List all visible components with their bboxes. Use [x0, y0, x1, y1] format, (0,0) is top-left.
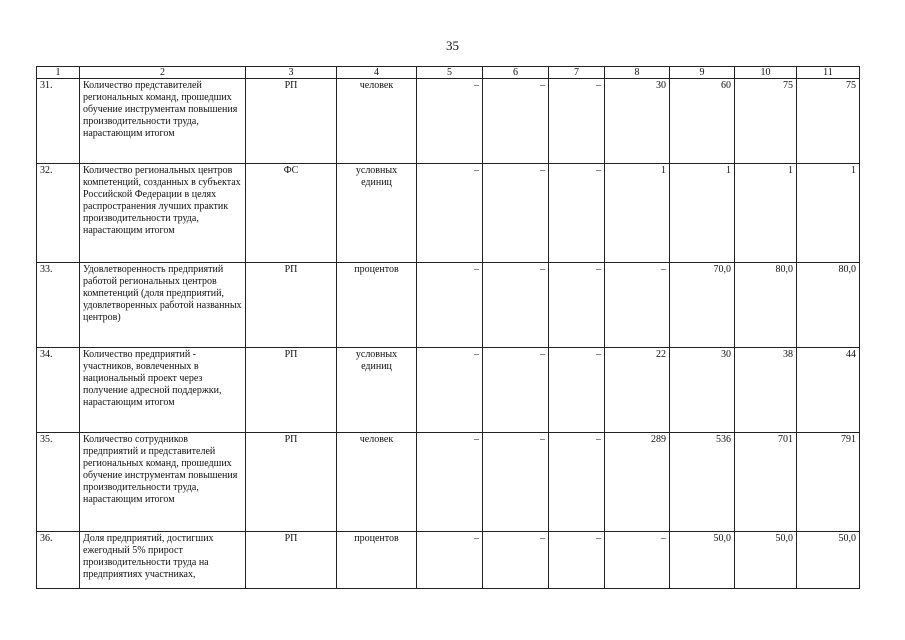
value-cell: 60 — [670, 79, 735, 164]
value-cell: – — [605, 263, 670, 348]
value-cell: 70,0 — [670, 263, 735, 348]
value-cell: – — [605, 532, 670, 589]
value-cell: 80,0 — [797, 263, 860, 348]
table-row — [37, 79, 860, 164]
row-number: 33. — [37, 263, 80, 348]
indicators-table — [36, 66, 860, 589]
row-number: 34. — [37, 348, 80, 433]
row-number: 31. — [37, 79, 80, 164]
value-cell: – — [417, 433, 483, 532]
indicator-name: Количество представителей региональных команд, прошедших обучение инструментам повышения производительности труда, нарастающим итогом — [80, 79, 246, 164]
value-cell: – — [417, 79, 483, 164]
value-cell: 791 — [797, 433, 860, 532]
value-cell: 44 — [797, 348, 860, 433]
value-cell: 75 — [797, 79, 860, 164]
source-cell: ФС — [246, 164, 337, 263]
header-row — [37, 67, 860, 79]
page-number: 35 — [446, 38, 459, 53]
value-cell: 50,0 — [670, 532, 735, 589]
header-cell: 2 — [80, 67, 246, 79]
value-cell: – — [483, 532, 549, 589]
value-cell: – — [483, 79, 549, 164]
row-number: 36. — [37, 532, 80, 589]
header-cell: 9 — [670, 67, 735, 79]
indicator-name: Количество региональных центров компетенций, созданных в субъектах Российской Федерации в целях распространения лучших практик производительности труда, нарастающим итогом — [80, 164, 246, 263]
value-cell: 75 — [735, 79, 797, 164]
unit-cell: условных единиц — [337, 348, 417, 433]
value-cell: – — [483, 433, 549, 532]
indicator-name: Доля предприятий, достигших ежегодный 5% прирост производительности труда на предприятиях участниках, — [80, 532, 246, 589]
value-cell: 50,0 — [735, 532, 797, 589]
value-cell: – — [417, 348, 483, 433]
value-cell: – — [483, 164, 549, 263]
source-cell: РП — [246, 433, 337, 532]
source-cell: РП — [246, 532, 337, 589]
value-cell: 701 — [735, 433, 797, 532]
source-cell: РП — [246, 79, 337, 164]
unit-cell: человек — [337, 433, 417, 532]
header-cell: 4 — [337, 67, 417, 79]
value-cell: – — [549, 164, 605, 263]
table-row — [37, 532, 860, 589]
table-row — [37, 433, 860, 532]
unit-cell: условных единиц — [337, 164, 417, 263]
value-cell: – — [549, 532, 605, 589]
value-cell: – — [417, 164, 483, 263]
value-cell: – — [549, 263, 605, 348]
value-cell: – — [417, 263, 483, 348]
indicator-name: Удовлетворенность предприятий работой региональных центров компетенций (доля предприятий, удовлетворенных работой названных центров) — [80, 263, 246, 348]
header-cell: 3 — [246, 67, 337, 79]
table-row — [37, 348, 860, 433]
value-cell: 30 — [605, 79, 670, 164]
row-number: 35. — [37, 433, 80, 532]
value-cell: 80,0 — [735, 263, 797, 348]
value-cell: 1 — [797, 164, 860, 263]
value-cell: – — [549, 433, 605, 532]
value-cell: 289 — [605, 433, 670, 532]
value-cell: 536 — [670, 433, 735, 532]
value-cell: 50,0 — [797, 532, 860, 589]
unit-cell: процентов — [337, 263, 417, 348]
value-cell: 1 — [735, 164, 797, 263]
source-cell: РП — [246, 348, 337, 433]
header-cell: 1 — [37, 67, 80, 79]
header-cell: 10 — [735, 67, 797, 79]
indicator-name: Количество предприятий - участников, вовлеченных в национальный проект через получение адресной поддержки, нарастающим итогом — [80, 348, 246, 433]
source-cell: РП — [246, 263, 337, 348]
header-cell: 5 — [417, 67, 483, 79]
unit-cell: человек — [337, 79, 417, 164]
header-cell: 11 — [797, 67, 860, 79]
value-cell: – — [417, 532, 483, 589]
value-cell: 30 — [670, 348, 735, 433]
value-cell: – — [483, 348, 549, 433]
table-row — [37, 263, 860, 348]
value-cell: – — [549, 348, 605, 433]
unit-cell: процентов — [337, 532, 417, 589]
header-cell: 7 — [549, 67, 605, 79]
table-row — [37, 164, 860, 263]
row-number: 32. — [37, 164, 80, 263]
value-cell: – — [483, 263, 549, 348]
header-cell: 8 — [605, 67, 670, 79]
value-cell: 1 — [605, 164, 670, 263]
value-cell: 22 — [605, 348, 670, 433]
header-cell: 6 — [483, 67, 549, 79]
value-cell: 38 — [735, 348, 797, 433]
value-cell: – — [549, 79, 605, 164]
value-cell: 1 — [670, 164, 735, 263]
indicator-name: Количество сотрудников предприятий и представителей региональных команд, прошедших обучение инструментам повышения производительности труда, нарастающим итогом — [80, 433, 246, 532]
